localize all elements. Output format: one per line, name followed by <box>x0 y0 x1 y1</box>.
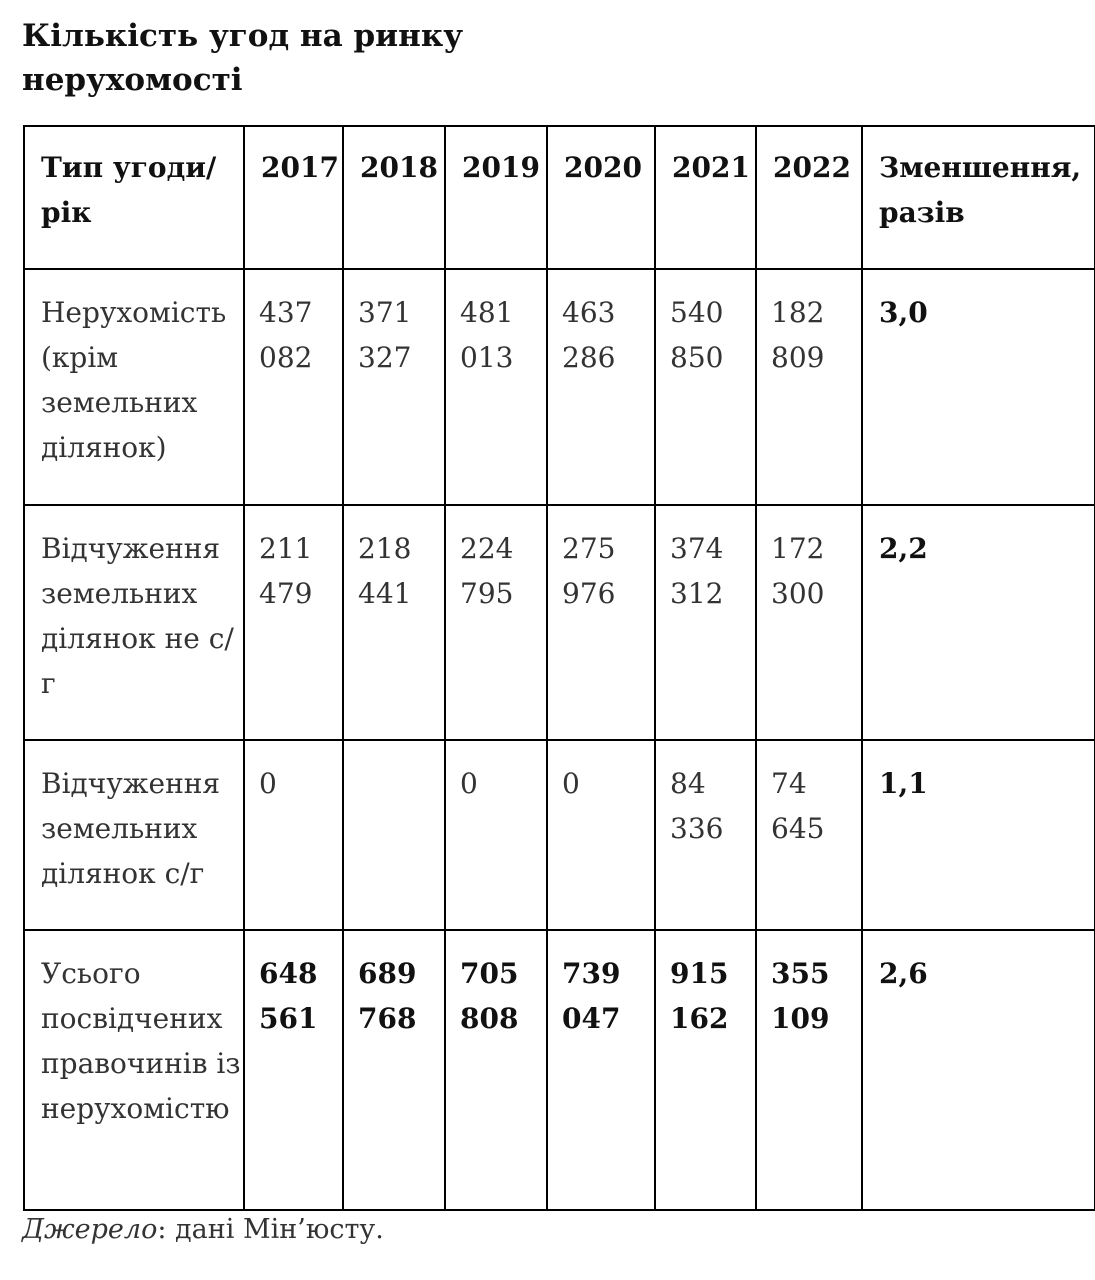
deals-table <box>23 125 1095 1211</box>
header-2018: 2018 <box>343 126 445 269</box>
source-label: Джерело <box>22 1214 158 1245</box>
cell-decrease: 3,0 <box>862 269 1095 505</box>
header-2022: 2022 <box>756 126 862 269</box>
cell-2018 <box>343 740 445 930</box>
cell-2018: 689 768 <box>343 930 445 1210</box>
cell-2022: 355 109 <box>756 930 862 1210</box>
header-2017: 2017 <box>244 126 343 269</box>
cell-2021: 84 336 <box>655 740 756 930</box>
cell-2019: 705 808 <box>445 930 547 1210</box>
cell-decrease: 2,2 <box>862 505 1095 740</box>
table-row <box>24 740 1095 930</box>
cell-2017: 437 082 <box>244 269 343 505</box>
row-label: Нерухомість (крім земельних ділянок) <box>24 269 244 505</box>
header-2019: 2019 <box>445 126 547 269</box>
header-2020: 2020 <box>547 126 655 269</box>
source-note <box>22 1210 384 1250</box>
cell-decrease: 2,6 <box>862 930 1095 1210</box>
cell-2022: 172 300 <box>756 505 862 740</box>
cell-2018: 218 441 <box>343 505 445 740</box>
cell-2022: 182 809 <box>756 269 862 505</box>
cell-2020: 275 976 <box>547 505 655 740</box>
table-header-row <box>24 126 1095 269</box>
row-label: Відчуження земельних ділянок не с/г <box>24 505 244 740</box>
cell-2020: 739 047 <box>547 930 655 1210</box>
cell-2022: 74 645 <box>756 740 862 930</box>
cell-2021: 540 850 <box>655 269 756 505</box>
cell-2019: 481 013 <box>445 269 547 505</box>
cell-2017: 211 479 <box>244 505 343 740</box>
cell-decrease: 1,1 <box>862 740 1095 930</box>
cell-2019: 0 <box>445 740 547 930</box>
cell-2017: 648 561 <box>244 930 343 1210</box>
cell-2020: 463 286 <box>547 269 655 505</box>
cell-2021: 915 162 <box>655 930 756 1210</box>
cell-2018: 371 327 <box>343 269 445 505</box>
cell-2020: 0 <box>547 740 655 930</box>
cell-2021: 374 312 <box>655 505 756 740</box>
header-deal-type: Тип угоди/рік <box>24 126 244 269</box>
cell-2017: 0 <box>244 740 343 930</box>
table-row <box>24 269 1095 505</box>
header-2021: 2021 <box>655 126 756 269</box>
cell-2019: 224 795 <box>445 505 547 740</box>
source-text: : дані Мін’юсту. <box>157 1214 384 1245</box>
table-row <box>24 505 1095 740</box>
row-label: Відчуження земельних ділянок с/г <box>24 740 244 930</box>
page-title: Кількість угод на ринку нерухомості <box>22 18 464 98</box>
row-label: Усього посвідчених правочинів із нерухомістю <box>24 930 244 1210</box>
header-decrease: Зменшення, разів <box>862 126 1095 269</box>
table-row-total <box>24 930 1095 1210</box>
